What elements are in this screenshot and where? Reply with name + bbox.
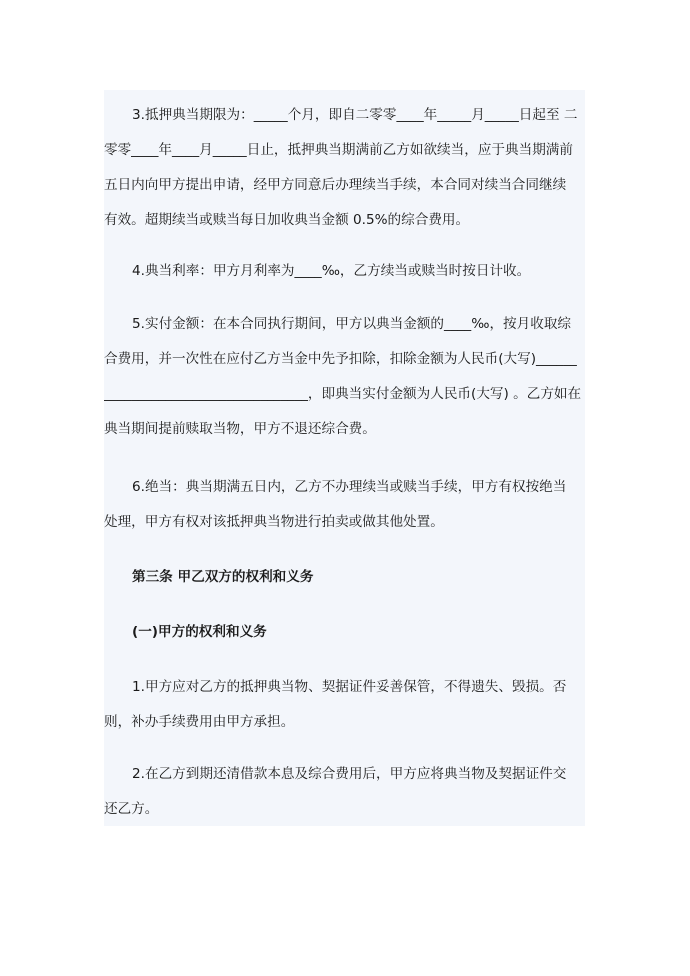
document-page: [104, 90, 585, 826]
text-line: 1.甲方应对乙方的抵押典当物、契据证件妥善保管，不得遗失、毁损。否: [132, 679, 567, 695]
paragraph-duty-2: [104, 757, 585, 827]
text-line: 处理，甲方有权对该抵押典当物进行拍卖或做其他处置。: [104, 514, 444, 530]
text-line: 五日内向甲方提出申请，经甲方同意后办理续当手续，本合同对续当合同继续: [104, 177, 567, 193]
text-line: 还乙方。: [104, 801, 159, 817]
text-line: 4.典当利率：甲方月利率为____‰，乙方续当或赎当时按日计收。: [132, 263, 531, 279]
text-line: 5.实付金额：在本合同执行期间，甲方以典当金额的____‰，按月收取综: [132, 316, 572, 332]
heading-text: 第三条 甲乙双方的权利和义务: [132, 569, 314, 585]
heading-text: (一)甲方的权利和义务: [132, 624, 267, 640]
text-line: 6.绝当：典当期满五日内，乙方不办理续当或赎当手续，甲方有权按绝当: [132, 479, 567, 495]
text-line: ______________________________，即典当实付金额为人民币(大写) 。乙方如在: [104, 386, 582, 402]
text-line: 合费用，并一次性在应付乙方当金中先予扣除，扣除金额为人民币(大写)______: [104, 351, 577, 367]
paragraph-duty-1: [104, 670, 585, 740]
text-line: 零零____年____月_____日止，抵押典当期满前乙方如欲续当，应于典当期满前: [104, 142, 573, 158]
paragraph-actual-payment: [104, 307, 585, 447]
paragraph-interest-rate: [104, 254, 585, 289]
text-line: 则，补办手续费用由甲方承担。: [104, 714, 295, 730]
text-line: 有效。超期续当或赎当每日加收典当金额 0.5%的综合费用。: [104, 212, 470, 228]
text-line: 2.在乙方到期还清借款本息及综合费用后，甲方应将典当物及契据证件交: [132, 766, 567, 782]
paragraph-forfeiture: [104, 470, 585, 540]
subsection-heading: [104, 615, 585, 650]
article-heading: [104, 560, 585, 595]
text-line: 3.抵押典当期限为：_____个月，即自二零零____年_____月_____日起至 二: [132, 107, 578, 123]
paragraph-term-period: [104, 98, 585, 238]
text-line: 典当期间提前赎取当物，甲方不退还综合费。: [104, 421, 376, 437]
